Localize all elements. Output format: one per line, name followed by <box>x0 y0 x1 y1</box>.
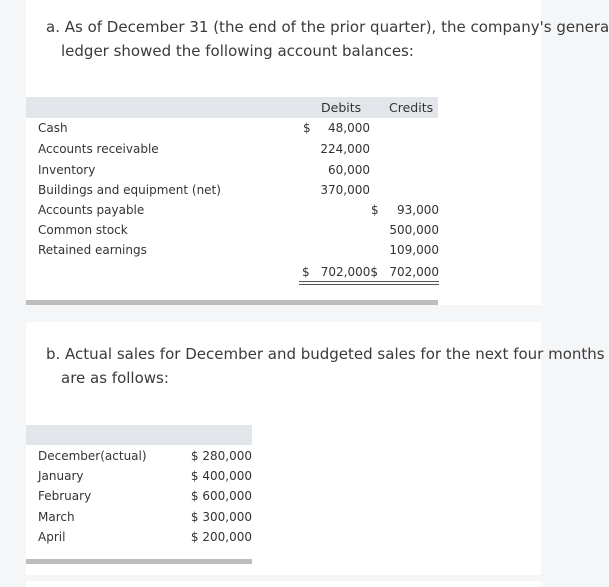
next-card <box>26 581 541 587</box>
total-debit: 702,000$ <box>320 265 378 279</box>
credit-dollar-sign: $ <box>371 203 379 217</box>
total-dollar-sign: $ <box>302 265 310 279</box>
sales-table-bottom-rule <box>26 559 252 564</box>
sales-month: January <box>38 469 84 483</box>
part-b-line2: are as follows: <box>61 368 169 387</box>
credit-amount: 93,000 <box>397 203 439 217</box>
total-credit: 702,000 <box>389 265 439 279</box>
debit-amount: 224,000 <box>320 142 370 156</box>
balance-table-header-band <box>26 97 438 118</box>
debit-amount: 60,000 <box>328 163 370 177</box>
sales-amount: $ 200,000 <box>190 530 252 544</box>
sales-amount: $ 600,000 <box>190 489 252 503</box>
sales-amount: $ 400,000 <box>190 469 252 483</box>
total-double-underline <box>299 281 439 285</box>
account-name: Cash <box>38 121 68 135</box>
debit-amount: 370,000 <box>320 183 370 197</box>
account-name: Accounts receivable <box>38 142 159 156</box>
table-bottom-rule <box>26 300 438 305</box>
sales-month: February <box>38 489 92 503</box>
part-a-text <box>46 16 609 63</box>
account-name: Buildings and equipment (net) <box>38 183 221 197</box>
sales-table-header-band <box>26 425 252 445</box>
sales-month: April <box>38 530 66 544</box>
account-name: Inventory <box>38 163 96 177</box>
part-b-line1: b. Actual sales for December and budgeted sales for the next four months <box>46 345 605 363</box>
debit-amount: 48,000 <box>328 121 370 135</box>
sales-month: December(actual) <box>38 449 147 463</box>
part-b-text <box>46 343 605 390</box>
part-a-line1: a. As of December 31 (the end of the prior quarter), the company's genera <box>46 18 609 36</box>
credit-amount: 500,000 <box>389 223 439 237</box>
debit-dollar-sign: $ <box>303 121 311 135</box>
sales-amount: $ 300,000 <box>190 510 252 524</box>
part-a-line2: ledger showed the following account balances: <box>61 41 414 60</box>
account-name: Accounts payable <box>38 203 145 217</box>
sales-amount: $ 280,000 <box>190 449 252 463</box>
account-name: Common stock <box>38 223 128 237</box>
account-name: Retained earnings <box>38 243 147 257</box>
credits-header: Credits <box>389 100 434 115</box>
debits-header: Debits <box>321 100 362 115</box>
credit-amount: 109,000 <box>389 243 439 257</box>
sales-month: March <box>38 510 75 524</box>
